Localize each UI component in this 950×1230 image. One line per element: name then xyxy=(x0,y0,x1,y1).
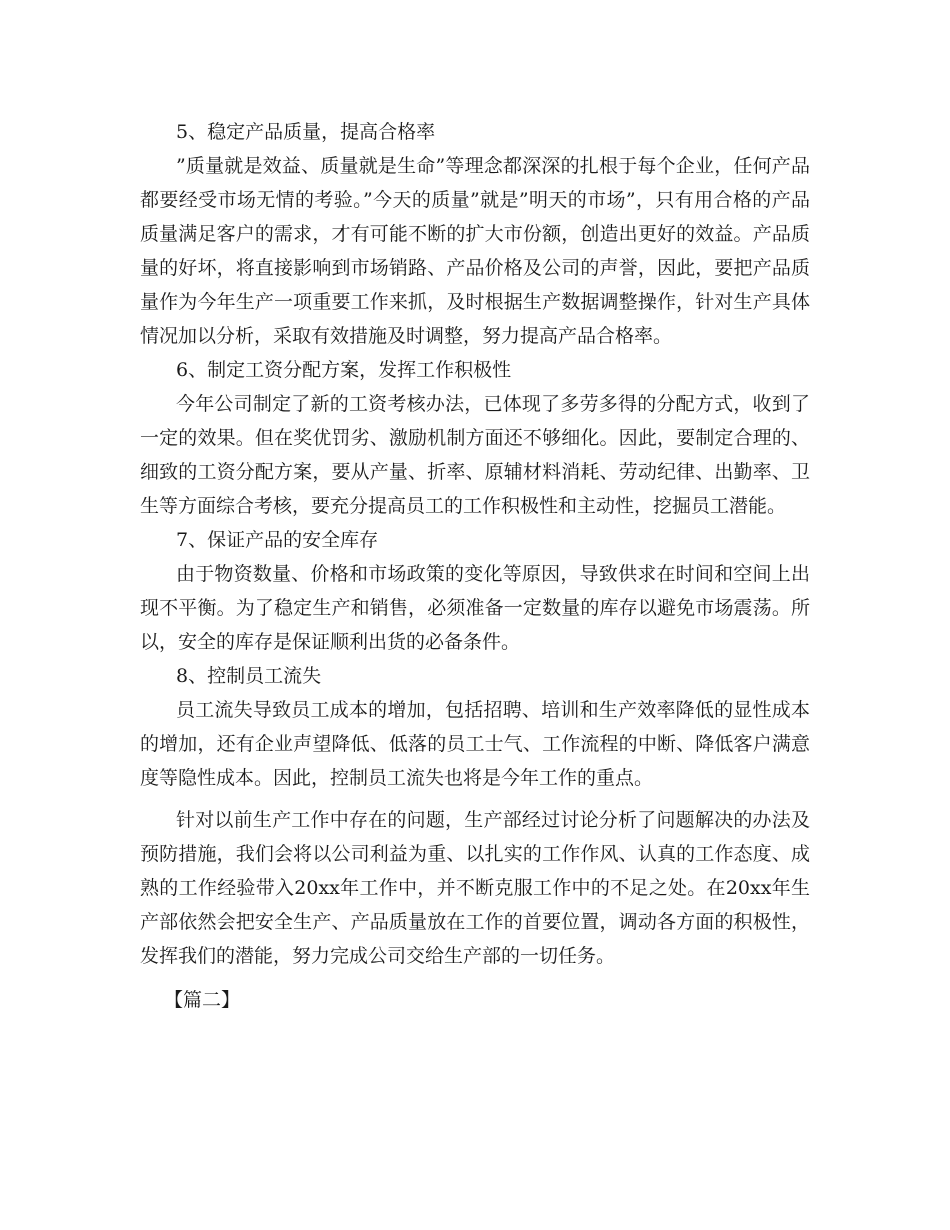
section-6-heading: 6、制定工资分配方案，发挥工作积极性 xyxy=(176,359,512,381)
section-7-heading: 7、保证产品的安全库存 xyxy=(176,529,379,551)
section-8-body: 员工流失导致员工成本的增加，包括招聘、培训和生产效率降低的显性成本的增加，还有企业声望降低、低落的员工士气、工作流程的中断、降低客户满意度等隐性成本。因此，控制员工流失也将是今年工作的重点。 xyxy=(140,699,810,789)
section-5-body: ”质量就是效益、质量就是生命”等理念都深深的扎根于每个企业，任何产品都要经受市场无情的考验。”今天的质量”就是”明天的市场”，只有用合格的产品质量满足客户的需求，才有可能不断的扩大市份额，创造出更好的效益。产品质量的好坏，将直接影响到市场销路、产品价格及公司的声誉，因此，要把产品质量作为今年生产一项重要工作来抓，及时根据生产数据调整操作，针对生产具体情况加以分析，采取有效措施及时调整，努力提高产品合格率。 xyxy=(140,155,810,347)
next-section-label: 【篇二】 xyxy=(164,989,241,1011)
section-8-heading: 8、控制员工流失 xyxy=(176,665,322,687)
section-7-body: 由于物资数量、价格和市场政策的变化等原因，导致供求在时间和空间上出现不平衡。为了稳定生产和销售，必须准备一定数量的库存以避免市场震荡。所以，安全的库存是保证顺利出货的必备条件。 xyxy=(140,563,810,653)
section-5-heading: 5、稳定产品质量，提高合格率 xyxy=(176,121,436,143)
section-6-body: 今年公司制定了新的工资考核办法，已体现了多劳多得的分配方式，收到了一定的效果。但在奖优罚劣、激励机制方面还不够细化。因此，要制定合理的、细致的工资分配方案，要从产量、折率、原辅材料消耗、劳动纪律、出勤率、卫生等方面综合考核，要充分提高员工的工作积极性和主动性，挖掘员工潜能。 xyxy=(140,393,810,517)
conclusion-paragraph: 针对以前生产工作中存在的问题，生产部经过讨论分析了问题解决的办法及预防措施，我们会将以公司利益为重、以扎实的工作作风、认真的工作态度、成熟的工作经验带入20xx年工作中，并不断克服工作中的不足之处。在20xx年生产部依然会把安全生产、产品质量放在工作的首要位置，调动各方面的积极性，发挥我们的潜能，努力完成公司交给生产部的一切任务。 xyxy=(140,809,810,967)
document-page xyxy=(140,115,810,1017)
